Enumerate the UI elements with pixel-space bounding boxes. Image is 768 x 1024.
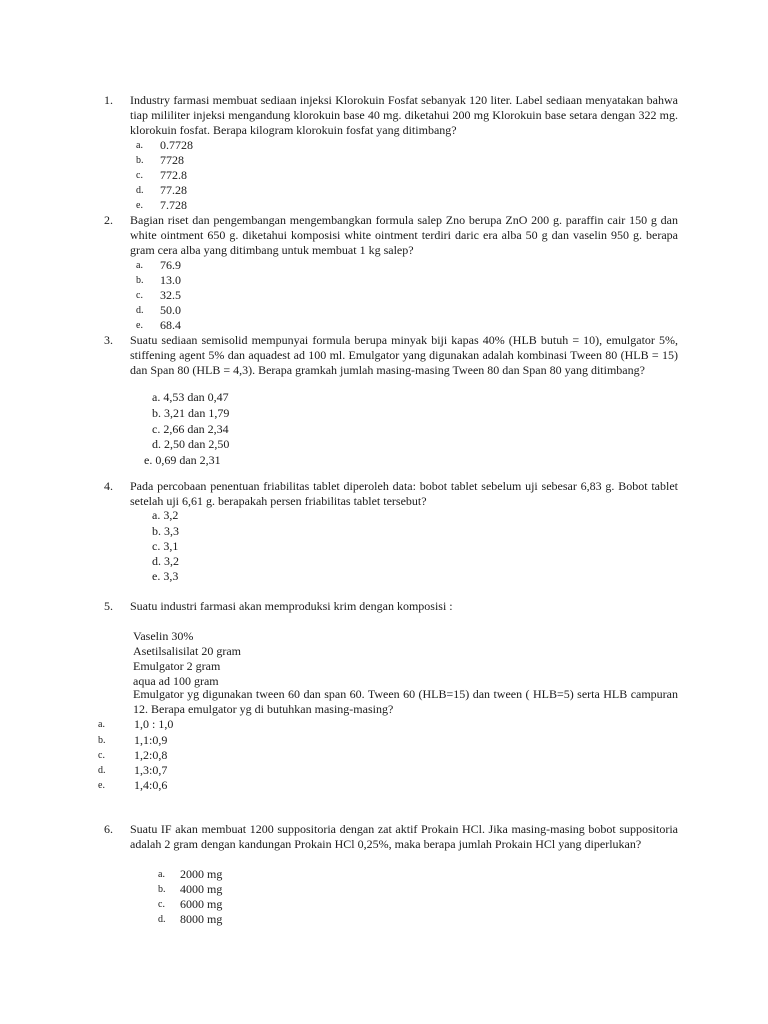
document-page: 1. Industry farmasi membuat sediaan injeksi Klorokuin Fosfat sebanyak 120 liter. Label sediaan menyatakan bahwa tiap mililiter injeksi mengandung klorokuin base 40 mg. diketahui 200 mg Klorokuin base setara dengan 322 mg. klorokuin fosfat. Berapa kilogram klorokuin fosfat yang ditimbang? a. 0.7728 b. 7728 c. 772.8 d. 77.28 e. 7.728 2. Bagian riset dan pengembangan mengembangkan formula salep Zno berupa ZnO 200 g. paraffin cair 150 g dan white ointment 650 g. diketahui komposisi white ointment terdiri daric era alba 50 g dan vaselin 950 g. berapa gram cera alba yang ditimbang untuk membuat 1 kg salep? a. 76.9 b. 13.0 c. 32.5 d. 50.0 e. 68.4 3. Suatu sediaan semisolid mempunyai formula berupa minyak biji kapas 40% (HLB butuh = 10), emulgator 5%, stiffening agent 5% dan aquadest ad 100 ml. Emulgator yang digunakan adalah kombinasi Tween 80 (HLB = 15) dan Span 80 (HLB = 4,3). Berapa gramkah jumlah masing-masing Tween 80 dan Span 80 yang ditimbang? a. 4,53 dan 0,47 b. 3,21 dan 1,79 c. 2,66 dan 2,34 d. 2,50 dan 2,50 e. 0,69 dan 2,31 4. Pada percobaan penentuan friabilitas tablet diperoleh data: bobot tablet sebelum uji sebesar 6,83 g. Bobot tablet setelah uji 6,61 g. berapakah persen friabilitas tablet tersebut? a. 3,2 b. 3,3 c. 3,1 d. 3,2 e. 3,3 5. Suatu industri farmasi akan memproduksi krim dengan komposisi : Vaselin 30% Asetilsalisilat 20 gram Emulgator 2 gram aqua ad 100 gram Emulgator yg digunakan tween 60 dan span 60. Tween 60 (HLB=15) dan tween ( HLB=5) serta HLB campuran 12. Berapa emulgator yg di butuhkan masing-masing? a. 1,0 : 1,0 b. 1,1:0,9 c. 1,2:0,8 d. 1,3:0,7 e. 1,4:0,6 6. Suatu IF akan membuat 1200 suppositoria dengan zat aktif Prokain HCl. Jika masing-masing bobot suppositoria adalah 2 gram dengan kandungan Prokain HCl 0,25%, maka berapa jumlah Prokain HCl yang diperlukan? a. 2000 mg b. 4000 mg c. 6000 mg d. 8000 mg	[98, 93, 678, 926]
option-d: d. 2,50 dan 2,50	[152, 437, 230, 451]
option-a: a. 4,53 dan 0,47	[152, 390, 229, 404]
question-number: 3.	[104, 333, 113, 347]
question-extra-text: Emulgator yg digunakan tween 60 dan span 60. Tween 60 (HLB=15) dan tween ( HLB=5) serta HLB campuran 12. Berapa emulgator yg di butuhkan masing-masing?	[133, 687, 678, 716]
option-b: b. 3,21 dan 1,79	[152, 406, 230, 420]
option-e: e. 0,69 dan 2,31	[144, 453, 221, 467]
question-number: 4.	[104, 479, 113, 493]
option-e: e. 3,3	[152, 569, 179, 583]
composition-item: Vaselin 30%	[133, 629, 194, 643]
question-number: 1.	[104, 93, 113, 107]
option-d: d. 3,2	[152, 554, 179, 568]
question-number: 6.	[104, 822, 113, 836]
question-text: Industry farmasi membuat sediaan injeksi Klorokuin Fosfat sebanyak 120 liter. Label sediaan menyatakan bahwa tiap mililiter injeksi mengandung klorokuin base 40 mg. diketahui 200 mg Klorokuin base setara dengan 322 mg. klorokuin fosfat. Berapa kilogram klorokuin fosfat yang ditimbang?	[130, 93, 678, 137]
composition-item: Emulgator 2 gram	[133, 659, 221, 673]
option-b: b. 3,3	[152, 524, 179, 538]
option-c: c. 3,1	[152, 539, 179, 553]
composition-item: aqua ad 100 gram	[133, 674, 219, 688]
composition-item: Asetilsalisilat 20 gram	[133, 644, 241, 658]
question-text: Suatu industri farmasi akan memproduksi krim dengan komposisi :	[130, 599, 453, 613]
question-text: Suatu IF akan membuat 1200 suppositoria dengan zat aktif Prokain HCl. Jika masing-masing bobot suppositoria adalah 2 gram dengan kandungan Prokain HCl 0,25%, maka berapa jumlah Prokain HCl yang diperlukan?	[130, 822, 678, 851]
option-c: c. 2,66 dan 2,34	[152, 422, 229, 436]
option-a: a. 3,2	[152, 508, 179, 522]
question-text: Bagian riset dan pengembangan mengembangkan formula salep Zno berupa ZnO 200 g. paraffin cair 150 g dan white ointment 650 g. diketahui komposisi white ointment terdiri daric era alba 50 g dan vaselin 950 g. berapa gram cera alba yang ditimbang untuk membuat 1 kg salep?	[130, 213, 678, 257]
question-text: Suatu sediaan semisolid mempunyai formula berupa minyak biji kapas 40% (HLB butuh = 10), emulgator 5%, stiffening agent 5% dan aquadest ad 100 ml. Emulgator yang digunakan adalah kombinasi Tween 80 (HLB = 15) dan Span 80 (HLB = 4,3). Berapa gramkah jumlah masing-masing Tween 80 dan Span 80 yang ditimbang?	[130, 333, 678, 377]
question-text: Pada percobaan penentuan friabilitas tablet diperoleh data: bobot tablet sebelum uji sebesar 6,83 g. Bobot tablet setelah uji 6,61 g. berapakah persen friabilitas tablet tersebut?	[130, 479, 678, 508]
question-number: 2.	[104, 213, 113, 227]
question-number: 5.	[104, 599, 113, 613]
